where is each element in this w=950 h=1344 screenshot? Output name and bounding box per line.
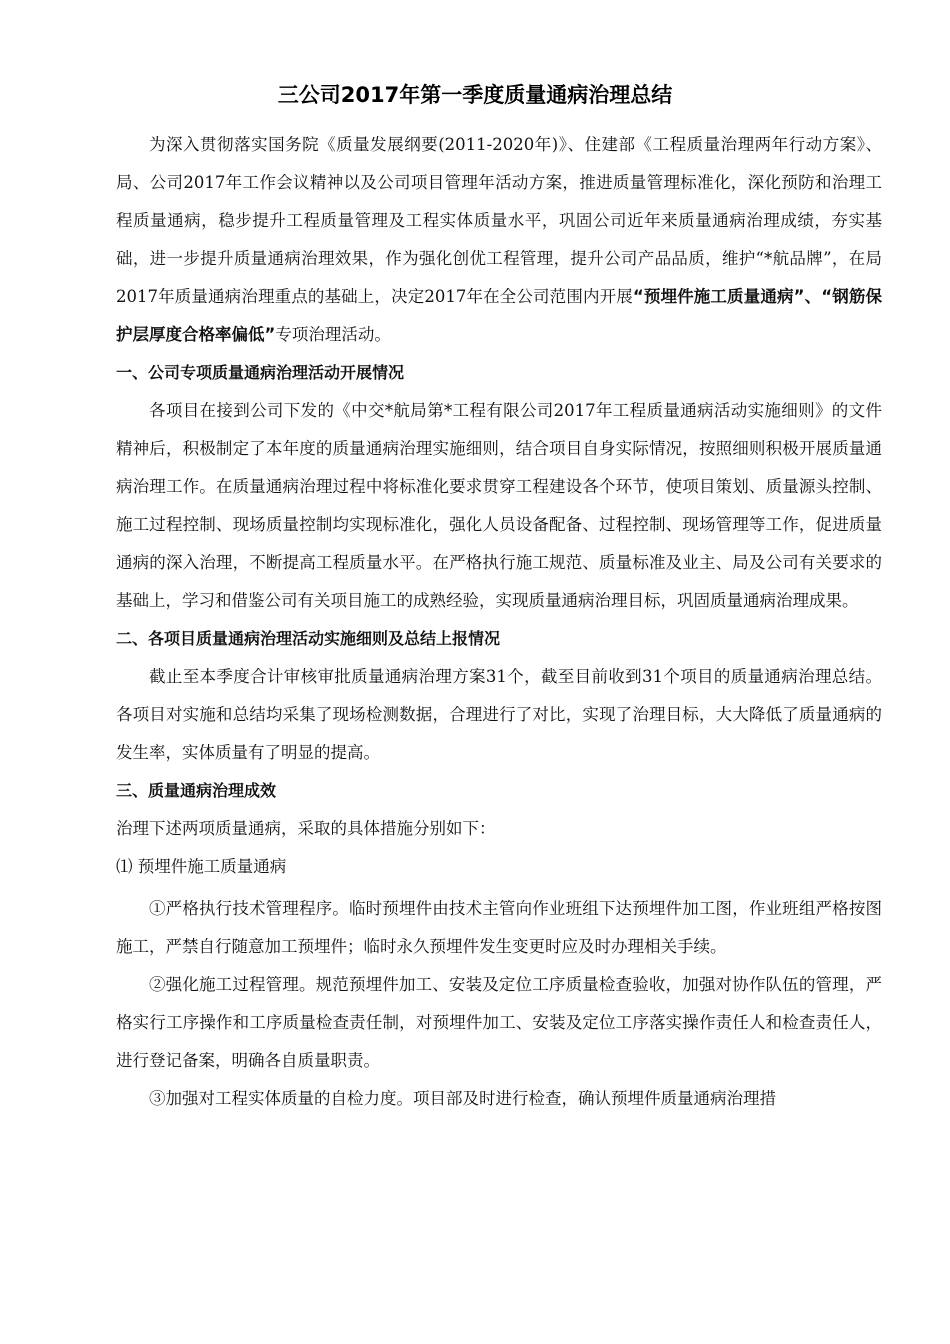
intro-text-part1: 为深入贯彻落实国务院《质量发展纲要(2011-2020年)》、住建部《工程质量治理两年行动方案》、局、公司2017年工作会议精神以及公司项目管理年活动方案，推进质量管理标准化，深化预防和治理工程质量通病，稳步提升工程质量管理及工程实体质量水平，巩固公司近年来质量通病治理成绩，夯实基础，进一步提升质量通病治理效果，作为强化创优工程管理，提升公司产品品质，维护“*航品牌”，在局2017年质量通病治理重点的基础上，决定2017年在全公司范围内开展: [116, 135, 882, 306]
section3-subheading: ⑴ 预埋件施工质量通病: [116, 857, 287, 876]
intro-bold-topics: “预埋件施工质量通病”、“钢筋保护层厚度合格率偏低”: [116, 287, 882, 344]
measure-item-2: ②强化施工过程管理。规范预埋件加工、安装及定位工序质量检查验收，加强对协作队伍的管理，严格实行工序操作和工序质量检查责任制，对预埋件加工、安装及定位工序落实操作责任人和检查责任人，进行登记备案，明确各自质量职责。: [116, 975, 882, 1070]
measure-item-1: ①严格执行技术管理程序。临时预埋件由技术主管向作业班组下达预埋件加工图，作业班组严格按图施工，严禁自行随意加工预埋件；临时永久预埋件发生变更时应及时办理相关手续。: [116, 899, 882, 956]
section1-paragraph: 各项目在接到公司下发的《中交*航局第*工程有限公司2017年工程质量通病活动实施细则》的文件精神后，积极制定了本年度的质量通病治理实施细则，结合项目自身实际情况，按照细则积极开展质量通病治理工作。在质量通病治理过程中将标准化要求贯穿工程建设各个环节，使项目策划、质量源头控制、施工过程控制、现场质量控制均实现标准化，强化人员设备配备、过程控制、现场管理等工作，促进质量通病的深入治理，不断提高工程质量水平。在严格执行施工规范、质量标准及业主、局及公司有关要求的基础上，学习和借鉴公司有关项目施工的成熟经验，实现质量通病治理目标，巩固质量通病治理成果。: [116, 401, 882, 610]
section1-heading: 一、公司专项质量通病治理活动开展情况: [116, 363, 405, 382]
section3-heading: 三、质量通病治理成效: [116, 781, 277, 800]
document-title: 三公司2017年第一季度质量通病治理总结: [277, 83, 673, 107]
intro-text-part2: 专项治理活动。: [275, 325, 391, 344]
section2-heading: 二、各项目质量通病治理活动实施细则及总结上报情况: [116, 629, 501, 648]
intro-paragraph: [116, 126, 882, 354]
section2-paragraph: 截止至本季度合计审核审批质量通病治理方案31个，截至目前收到31个项目的质量通病治理总结。各项目对实施和总结均采集了现场检测数据，合理进行了对比，实现了治理目标，大大降低了质量通病的发生率，实体质量有了明显的提高。: [116, 667, 882, 762]
document-body: [116, 126, 882, 1118]
section3-lead: 治理下述两项质量通病，采取的具体措施分别如下：: [116, 819, 496, 838]
measure-item-3: ③加强对工程实体质量的自检力度。项目部及时进行检查，确认预埋件质量通病治理措: [149, 1089, 776, 1108]
